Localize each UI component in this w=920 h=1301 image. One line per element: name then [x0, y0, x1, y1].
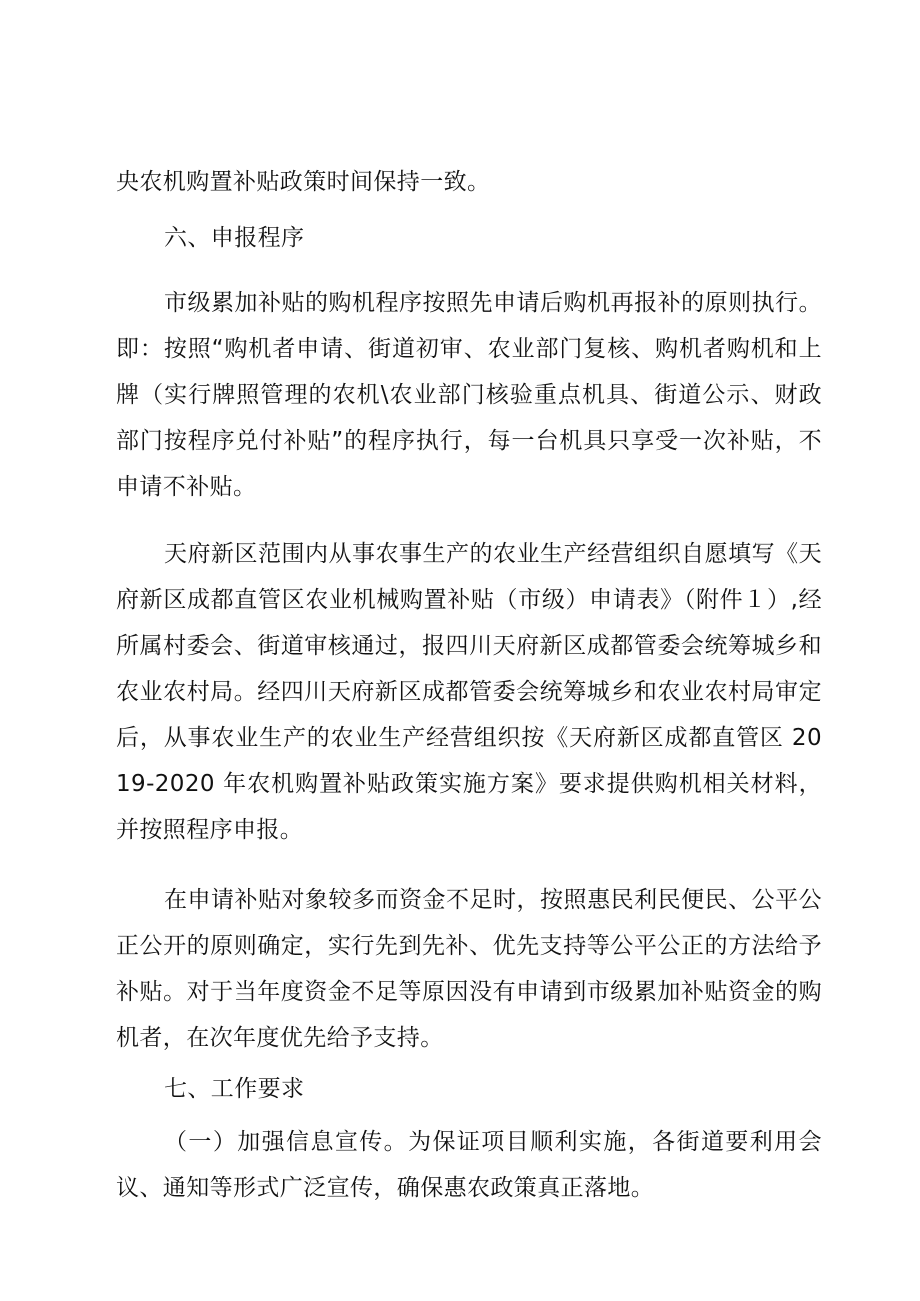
paragraph-insufficient-funds: 在申请补贴对象较多而资金不足时，按照惠民利民便民、公平公正公开的原则确定，实行先到先补、优先支持等公平公正的方法给予补贴。对于当年度资金不足等原因没有申请到市级累加补贴资金的购机者，在次年度优先给予支持。	[116, 887, 822, 1051]
paragraph-continuation: 央农机购置补贴政策时间保持一致。	[116, 169, 491, 195]
paragraph-publicity: （一）加强信息宣传。为保证项目顺利实施，各街道要利用会议、通知等形式广泛宣传，确保惠农政策真正落地。	[116, 1129, 822, 1201]
section-heading-work-requirements: 七、工作要求	[164, 1076, 305, 1102]
section-heading-application-procedure: 六、申报程序	[164, 225, 305, 251]
paragraph-application-form: 天府新区范围内从事农事生产的农业生产经营组织自愿填写《天府新区成都直管区农业机械购置补贴（市级）申请表》（附件１）,经所属村委会、街道审核通过，报四川天府新区成都管委会统筹城乡和农业农村局。经四川天府新区成都管委会统筹城乡和农业农村局审定后，从事农业生产的农业生产经营组织按《天府新区成都直管区 2019-2020 年农机购置补贴政策实施方案》要求提供购机相关材料，并按照程序申报。	[116, 541, 822, 843]
paragraph-procedure-rules: 市级累加补贴的购机程序按照先申请后购机再报补的原则执行。即：按照“购机者申请、街道初审、农业部门复核、购机者购机和上牌（实行牌照管理的农机\农业部门核验重点机具、街道公示、财政部门按程序兑付补贴”的程序执行，每一台机具只享受一次补贴，不申请不补贴。	[116, 290, 822, 500]
